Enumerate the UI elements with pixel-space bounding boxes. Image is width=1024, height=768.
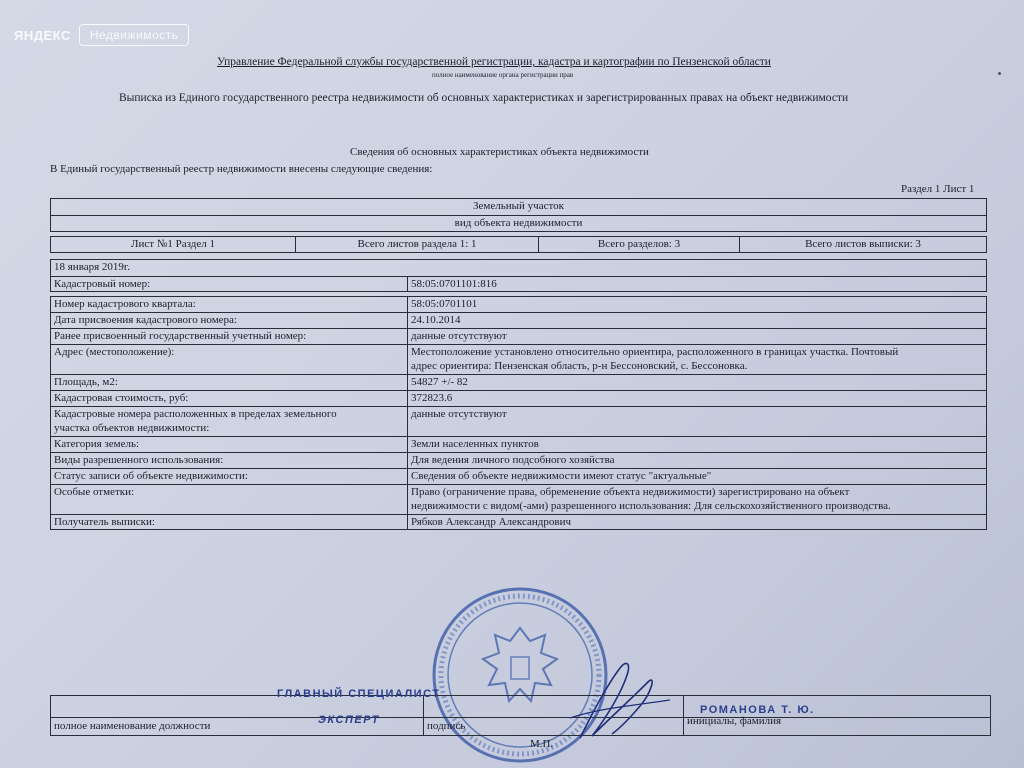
object-type-box xyxy=(50,198,987,232)
table-row xyxy=(51,437,986,453)
cadastral-label: Кадастровый номер: xyxy=(54,278,151,290)
cadastral-value: 58:05:0701101:816 xyxy=(411,278,497,290)
coat-of-arms-shield-icon xyxy=(511,657,529,679)
yandex-watermark xyxy=(14,24,189,46)
row-value: 24.10.2014 xyxy=(411,314,461,326)
row-value: 54827 +/- 82 xyxy=(411,376,468,388)
name-stamp: РОМАНОВА Т. Ю. xyxy=(700,704,815,716)
table-row xyxy=(51,345,986,375)
table-row xyxy=(51,515,986,531)
row-label: Кадастровые номера расположенных в пределах земельного xyxy=(54,408,337,420)
date-cadastral-box xyxy=(50,259,987,292)
row-value: Сведения об объекте недвижимости имеют статус "актуальные" xyxy=(411,470,712,482)
paper-speck xyxy=(998,72,1001,75)
row-label: Ранее присвоенный государственный учетный номер: xyxy=(54,330,307,342)
row-label: Статус записи об объекте недвижимости: xyxy=(54,470,248,482)
name-caption: инициалы, фамилия xyxy=(687,715,782,727)
row-value: Для ведения личного подсобного хозяйства xyxy=(411,454,615,466)
row-label: Адрес (местоположение): xyxy=(54,346,175,358)
total-sheets-extract: Всего листов выписки: 3 xyxy=(805,238,921,250)
position-stamp-line1: ГЛАВНЫЙ СПЕЦИАЛИСТ xyxy=(277,688,441,700)
table-row xyxy=(51,375,986,391)
handwritten-signature xyxy=(560,648,680,748)
signature-table xyxy=(50,695,991,736)
total-sheets-section: Всего листов раздела 1: 1 xyxy=(357,238,477,250)
extract-date: 18 января 2019г. xyxy=(54,261,130,273)
authority-name: Управление Федеральной службы государственной регистрации, кадастра и картографии по Пензенской области xyxy=(217,56,771,68)
table-row xyxy=(51,329,986,345)
sheet-info-row xyxy=(50,236,987,253)
row-value: Земли населенных пунктов xyxy=(411,438,539,450)
row-label: Категория земель: xyxy=(54,438,140,450)
seal-caption: М.П. xyxy=(530,738,554,750)
row-value: Право (ограничение права, обременение объекта недвижимости) зарегистрировано на объект xyxy=(411,486,850,498)
row-value: Рябков Александр Александрович xyxy=(411,516,571,528)
row-value: 58:05:0701101 xyxy=(411,298,478,310)
table-row xyxy=(51,407,986,437)
table-row xyxy=(51,469,986,485)
total-sections: Всего разделов: 3 xyxy=(597,238,681,250)
object-type: Земельный участок xyxy=(473,200,564,212)
table-row xyxy=(51,391,986,407)
row-value: данные отсутствуют xyxy=(411,408,507,420)
sheet-reference: Раздел 1 Лист 1 xyxy=(901,183,975,195)
row-label: Кадастровая стоимость, руб: xyxy=(54,392,189,404)
row-label: Дата присвоения кадастрового номера: xyxy=(54,314,237,326)
authority-caption: полное наименование органа регистрации прав xyxy=(432,71,574,79)
object-type-caption: вид объекта недвижимости xyxy=(454,217,583,229)
row-label: Особые отметки: xyxy=(54,486,135,498)
details-table xyxy=(50,296,987,530)
signature-caption: подпись xyxy=(427,720,466,732)
section-title: Сведения об основных характеристиках объекта недвижимости xyxy=(350,146,649,158)
row-label: Номер кадастрового квартала: xyxy=(54,298,196,310)
table-row xyxy=(51,453,986,469)
double-headed-eagle-icon xyxy=(483,628,557,701)
row-value-line2: недвижимости с видом(-ами) разрешенного использования: Для сельскохозяйственного производства. xyxy=(411,500,891,512)
row-label-line2: участка объектов недвижимости: xyxy=(54,422,210,434)
row-value: данные отсутствуют xyxy=(411,330,507,342)
extract-title: Выписка из Единого государственного реестра недвижимости об основных характеристиках и зарегистрированных правах на объект недвижимости xyxy=(119,92,849,104)
row-label: Получатель выписки: xyxy=(54,516,155,528)
row-label: Площадь, м2: xyxy=(54,376,118,388)
table-row xyxy=(51,297,986,313)
watermark-service: Недвижимость xyxy=(79,24,190,46)
row-value: Местоположение установлено относительно ориентира, расположенного в границах участка. Почтовый xyxy=(411,346,899,358)
sheet-number: Лист №1 Раздел 1 xyxy=(131,238,215,250)
position-stamp-line2: ЭКСПЕРТ xyxy=(318,714,380,726)
table-row xyxy=(51,313,986,329)
signature-stroke xyxy=(580,663,652,738)
watermark-brand: ЯНДЕКС xyxy=(14,27,71,43)
row-value-line2: адрес ориентира: Пензенская область, р-н Бессоновский, с. Бессоновка. xyxy=(411,360,748,372)
row-label: Виды разрешенного использования: xyxy=(54,454,224,466)
row-value: 372823.6 xyxy=(411,392,453,404)
position-caption: полное наименование должности xyxy=(54,720,211,732)
intro-text: В Единый государственный реестр недвижимости внесены следующие сведения: xyxy=(50,163,433,175)
table-row xyxy=(51,485,986,515)
